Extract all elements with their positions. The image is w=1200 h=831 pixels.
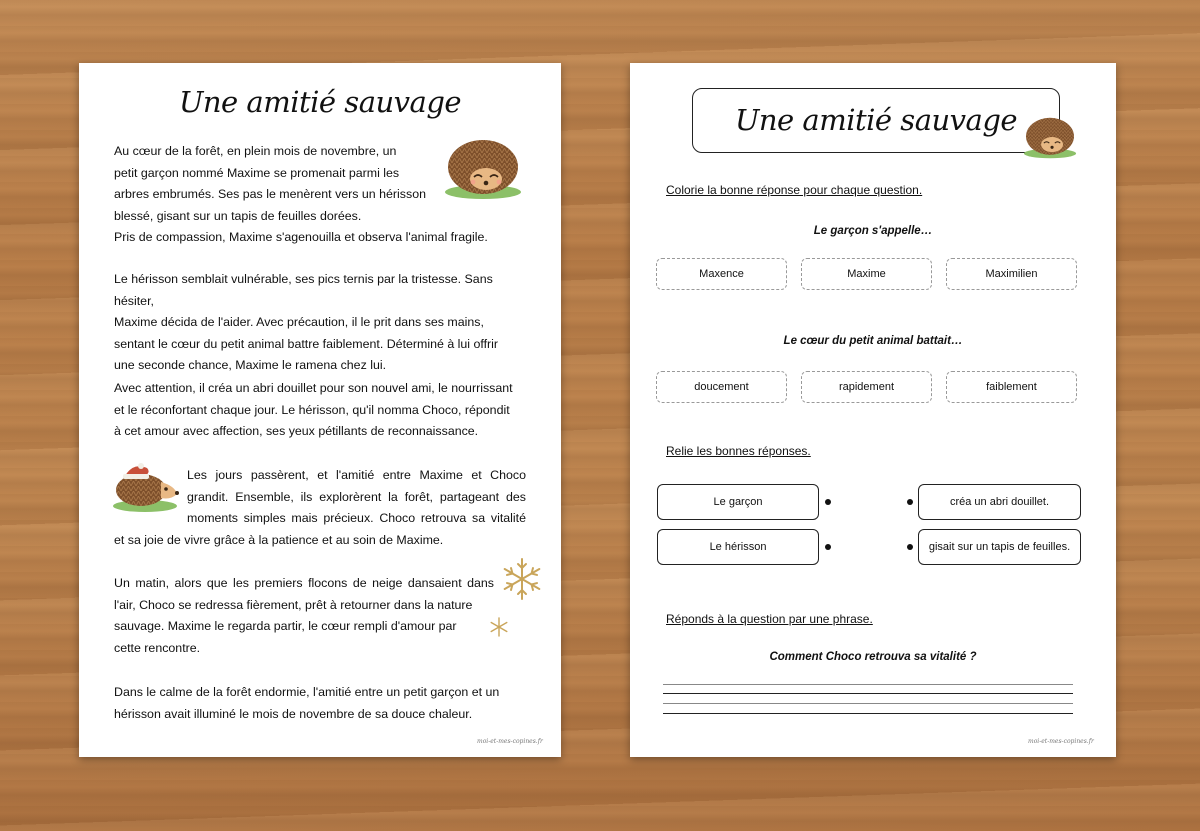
match-right-abri[interactable]: créa un abri douillet. [918, 484, 1081, 520]
connector-dot[interactable] [825, 499, 831, 505]
text-line: une seconde chance, Maxime le ramena chez lui. [114, 358, 387, 372]
choice-maximilien[interactable]: Maximilien [946, 258, 1077, 290]
paragraph-3 [114, 378, 526, 443]
text-line: cette rencontre. [114, 640, 201, 655]
title-box [692, 88, 1060, 153]
paragraph-5 [114, 573, 526, 659]
question-2: Le cœur du petit animal battait… [783, 335, 963, 347]
connector-dot[interactable] [825, 544, 831, 550]
footer-watermark: moi-et-mes-copines.fr [477, 738, 543, 745]
text-line: et sa joie de vivre grâce à la patience et au soin de Maxime. [114, 532, 444, 547]
choice-faiblement[interactable]: faiblement [946, 371, 1077, 403]
paragraph-4 [114, 465, 526, 551]
match-left-garcon[interactable]: Le garçon [657, 484, 819, 520]
page-title: Une amitié sauvage [178, 85, 462, 119]
text-line: moments simples mais précieux. Choco retrouva sa vitalité [187, 511, 526, 525]
hedgehog-icon [1021, 113, 1079, 161]
paragraph-6 [114, 682, 526, 725]
text-line: blessé, gisant sur un tapis de feuilles dorées. [114, 208, 362, 223]
text-line: Dans le calme de la forêt endormie, l'amitié entre un petit garçon et un [114, 685, 500, 699]
instruction-sentence: Réponds à la question par une phrase. [666, 612, 873, 626]
text-line: Le hérisson semblait vulnérable, ses pics ternis par la tristesse. Sans hésiter, [114, 272, 493, 308]
question-1: Le garçon s'appelle… [813, 225, 933, 237]
page-title: Une amitié sauvage [734, 103, 1018, 137]
writing-line[interactable] [663, 684, 1073, 685]
instruction-color: Colorie la bonne réponse pour chaque question. [666, 183, 923, 197]
writing-line[interactable] [663, 713, 1073, 714]
text-line: Au cœur de la forêt, en plein mois de novembre, un [114, 144, 397, 158]
match-left-herisson[interactable]: Le hérisson [657, 529, 819, 565]
choice-doucement[interactable]: doucement [656, 371, 787, 403]
text-line: petit garçon nommé Maxime se promenait parmi les [114, 165, 400, 180]
text-line: et le réconfortant chaque jour. Le hérisson, qu'il nomma Choco, répondit [114, 402, 510, 417]
text-line: sauvage. Maxime le regarda partir, le cœur rempli d'amour par [114, 619, 457, 633]
story-page [79, 63, 561, 757]
text-line: Avec attention, il créa un abri douillet pour son nouvel ami, le nourrissant [114, 381, 513, 395]
text-line: Les jours passèrent, et l'amitié entre Maxime et Choco [187, 468, 526, 482]
paragraph-2 [114, 269, 526, 377]
match-right-feuilles[interactable]: gisait sur un tapis de feuilles. [918, 529, 1081, 565]
connector-dot[interactable] [907, 499, 913, 505]
paragraph-1 [114, 141, 526, 249]
writing-line[interactable] [663, 703, 1073, 704]
writing-line[interactable] [663, 693, 1073, 694]
connector-dot[interactable] [907, 544, 913, 550]
text-line: arbres embrumés. Ses pas le menèrent vers un hérisson [114, 187, 426, 201]
text-line: hérisson avait illuminé le mois de novembre de sa douce chaleur. [114, 706, 473, 721]
choice-maxime[interactable]: Maxime [801, 258, 932, 290]
text-line: sentant le cœur du petit animal battre faiblement. Déterminé à lui offrir [114, 336, 499, 351]
text-line: l'air, Choco se redressa fièrement, prêt à retourner dans la nature [114, 597, 473, 612]
text-line: à cet amour avec affection, ses yeux pétillants de reconnaissance. [114, 424, 479, 438]
text-line: Un matin, alors que les premiers flocons de neige dansaient dans [114, 576, 494, 590]
instruction-link: Relie les bonnes réponses. [666, 444, 811, 458]
question-3: Comment Choco retrouva sa vitalité ? [769, 651, 977, 663]
text-line: Pris de compassion, Maxime s'agenouilla et observa l'animal fragile. [114, 230, 488, 244]
text-line: Maxime décida de l'aider. Avec précaution, il le prit dans ses mains, [114, 315, 484, 329]
choice-rapidement[interactable]: rapidement [801, 371, 932, 403]
worksheet-page [630, 63, 1116, 757]
choice-maxence[interactable]: Maxence [656, 258, 787, 290]
footer-watermark: moi-et-mes-copines.fr [1028, 738, 1094, 745]
text-line: grandit. Ensemble, ils explorèrent la forêt, partageant des [187, 489, 526, 504]
